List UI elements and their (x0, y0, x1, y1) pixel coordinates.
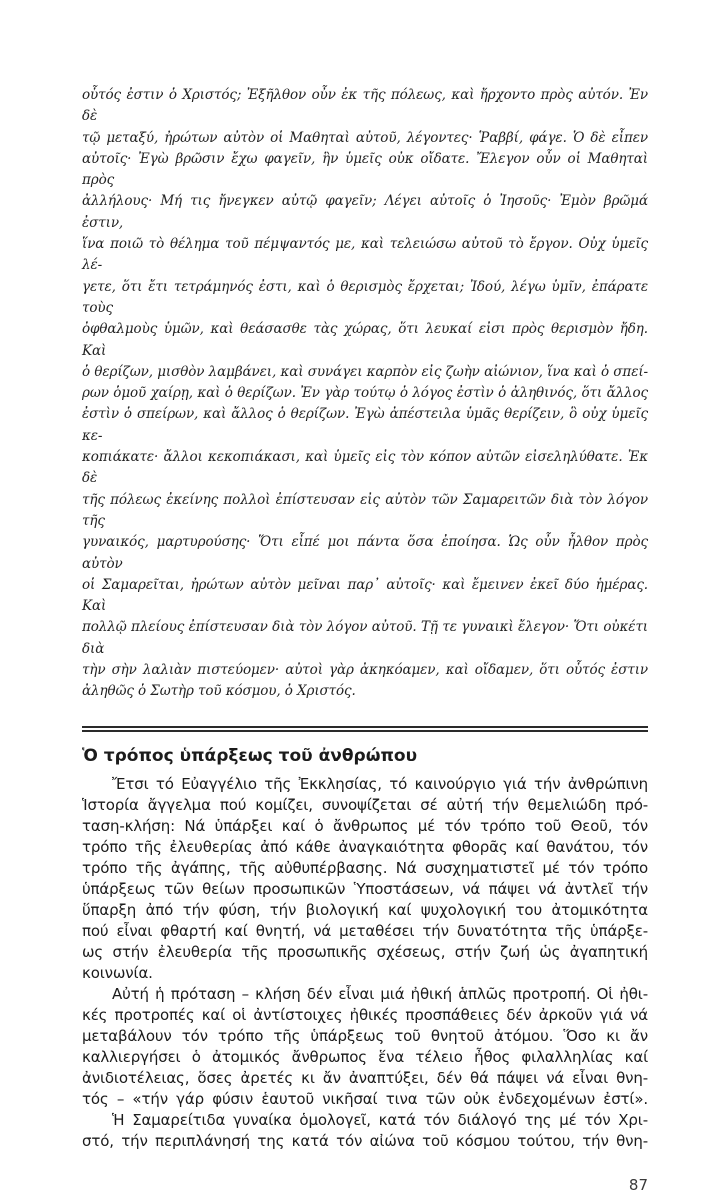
text-line: ὕπαρξη ἀπό τήν φύση, τήν βιολογική καί ψυχολογική του ἀτομικότητα (82, 900, 648, 919)
text-line: στό, τήν περιπλάνησή της κατά τόν αἰώνα τοῦ κόσμου τούτου, τήν θνη- (82, 1131, 648, 1150)
text-line: καλλιεργήσει ὁ ἀτομικός ἄνθρωπος ἕνα τέλειο ἦθος φιλαλληλίας καί (82, 1047, 648, 1066)
text-line: ἀνιδιοτέλειας, ὅσες ἀρετές κι ἄν ἀναπτύξει, δέν θά πάψει νά εἶναι θνη- (82, 1068, 648, 1087)
text-line: αὐτοῖς· Ἐγὼ βρῶσιν ἔχω φαγεῖν, ἣν ὑμεῖς οὐκ οἴδατε. Ἔλεγον οὖν οἱ Μαθηταὶ πρὸς (82, 150, 648, 189)
text-line: ὁ θερίζων, μισθὸν λαμβάνει, καὶ συνάγει καρπὸν εἰς ζωὴν αἰώνιον, ἵνα καὶ ὁ σπεί- (82, 363, 648, 380)
double-rule-divider (82, 726, 648, 732)
paragraph (82, 984, 648, 1110)
text-line: Ἔτσι τό Εὐαγγέλιο τῆς Ἐκκλησίας, τό καινούργιο γιά τήν ἀνθρώπινη (112, 774, 648, 793)
text-line: τός – «τήν γάρ φύσιν ἑαυτοῦ νικῆσαί τινα τῶν οὐκ ἐνδεχομένων ἐστί». (82, 1089, 648, 1108)
text-line: ὀφθαλμοὺς ὑμῶν, καὶ θεάσασθε τὰς χώρας, ὅτι λευκαί εἰσι πρὸς θερισμὸν ἤδη. Καὶ (82, 321, 648, 359)
page-content (82, 85, 648, 1194)
text-line: ως στήν ἐλευθερία τῆς προσωπικῆς σχέσεως, στήν ζωή ὡς ἀγαπητική (82, 942, 648, 961)
text-line: ἀληθῶς ὁ Σωτὴρ τοῦ κόσμου, ὁ Χριστός. (82, 683, 356, 700)
text-line: Αὐτή ἡ πρόταση – κλήση δέν εἶναι μιά ἠθική ἁπλῶς προτροπή. Οἱ ἠθι- (112, 984, 648, 1003)
text-line: ρων ὁμοῦ χαίρῃ, καὶ ὁ θερίζων. Ἐν γὰρ τούτῳ ὁ λόγος ἐστὶν ὁ ἀληθινός, ὅτι ἄλλος (82, 385, 648, 402)
page-number: 87 (628, 1175, 648, 1194)
text-line: πού εἶναι φθαρτή καί θνητή, νά μεταθέσει τήν δυνατότητα τῆς ὑπάρξε- (82, 921, 648, 940)
text-line: κοπιάκατε· ἄλλοι κεκοπιάκασι, καὶ ὑμεῖς εἰς τὸν κόπον αὐτῶν εἰσεληλύθατε. Ἐκ δὲ (82, 449, 648, 487)
paragraph (82, 774, 648, 984)
text-line: τρόπο τῆς ἀγάπης, τῆς αὐθυπέρβασης. Νά συσχηματιστεῖ μέ τόν τρόπο (82, 858, 648, 877)
text-line: τὴν σὴν λαλιὰν πιστεύομεν· αὐτοὶ γὰρ ἀκηκόαμεν, καὶ οἴδαμεν, ὅτι οὗτός ἐστιν (82, 662, 648, 679)
text-line: ὑπάρξεως τῶν θείων προσωπικῶν Ὑποστάσεων, νά πάψει νά ἀντλεῖ τήν (82, 879, 648, 898)
body-text (82, 774, 648, 1152)
text-line: Ἡ Σαμαρείτιδα γυναίκα ὁμολογεῖ, κατά τόν διάλογό της μέ τόν Χρι- (112, 1110, 648, 1129)
text-line: τρόπο τῆς ἐλευθερίας ἀπό κάθε ἀναγκαιότητα φθορᾶς καί θανάτου, τόν (82, 837, 648, 856)
text-line: τῷ μεταξύ, ἠρώτων αὐτὸν οἱ Μαθηταὶ αὐτοῦ, λέγοντες· Ῥαββί, φάγε. Ὁ δὲ εἶπεν (82, 129, 648, 146)
text-line: Ἱστορία ἄγγελμα πού κομίζει, συνοψίζεται σέ αὐτή τήν θεμελιώδη πρό- (82, 795, 648, 814)
text-line: οἱ Σαμαρεῖται, ἠρώτων αὐτὸν μεῖναι παρ᾽ αὐτοῖς· καὶ ἔμεινεν ἐκεῖ δύο ἡμέρας. Καὶ (82, 576, 648, 615)
text-line: γυναικός, μαρτυρούσης· Ὅτι εἶπέ μοι πάντα ὅσα ἐποίησα. Ὡς οὖν ἦλθον πρὸς αὐτὸν (82, 534, 648, 572)
text-line: μεταβάλουν τόν τρόπο τῆς ὑπάρξεως τοῦ θνητοῦ ἀτόμου. Ὅσο κι ἄν (82, 1026, 648, 1045)
text-line: ἵνα ποιῶ τὸ θέλημα τοῦ πέμψαντός με, καὶ τελειώσω αὐτοῦ τὸ ἔργον. Οὐχ ὑμεῖς λέ- (82, 236, 648, 274)
text-line: κοινωνία. (82, 963, 153, 982)
text-line: γετε, ὅτι ἔτι τετράμηνός ἐστι, καὶ ὁ θερισμὸς ἔρχεται; Ἰδού, λέγω ὑμῖν, ἐπάρατε τοὺς (82, 278, 648, 316)
scripture-quote-block (82, 85, 648, 703)
text-line: ἀλλήλους· Μή τις ἤνεγκεν αὐτῷ φαγεῖν; Λέγει αὐτοῖς ὁ Ἰησοῦς· Ἐμὸν βρῶμά ἐστιν, (82, 193, 648, 231)
text-line: οὗτός ἐστιν ὁ Χριστός; Ἐξῆλθον οὖν ἐκ τῆς πόλεως, καὶ ἤρχοντο πρὸς αὐτόν. Ἐν δὲ (82, 87, 648, 125)
text-line: ἐστὶν ὁ σπείρων, καὶ ἄλλος ὁ θερίζων. Ἐγὼ ἀπέστειλα ὑμᾶς θερίζειν, ὃ οὐχ ὑμεῖς κε- (82, 406, 648, 444)
text-line: πολλῷ πλείους ἐπίστευσαν διὰ τὸν λόγον αὐτοῦ. Τῇ τε γυναικὶ ἔλεγον· Ὅτι οὐκέτι διὰ (82, 619, 648, 657)
paragraph (82, 1110, 648, 1152)
text-line: ταση-κλήση: Νά ὑπάρξει καί ὁ ἄνθρωπος μέ τόν τρόπο τοῦ Θεοῦ, τόν (82, 816, 648, 835)
text-line: κές προτροπές καί οἱ ἀντίστοιχες ἠθικές προσπάθειες δέν ἀρκοῦν γιά νά (82, 1005, 648, 1024)
text-line: τῆς πόλεως ἐκείνης πολλοὶ ἐπίστευσαν εἰς αὐτὸν τῶν Σαμαρειτῶν διὰ τὸν λόγον τῆς (82, 491, 648, 529)
section-heading: Ὁ τρόπος ὑπάρξεως τοῦ ἀνθρώπου (82, 745, 418, 766)
